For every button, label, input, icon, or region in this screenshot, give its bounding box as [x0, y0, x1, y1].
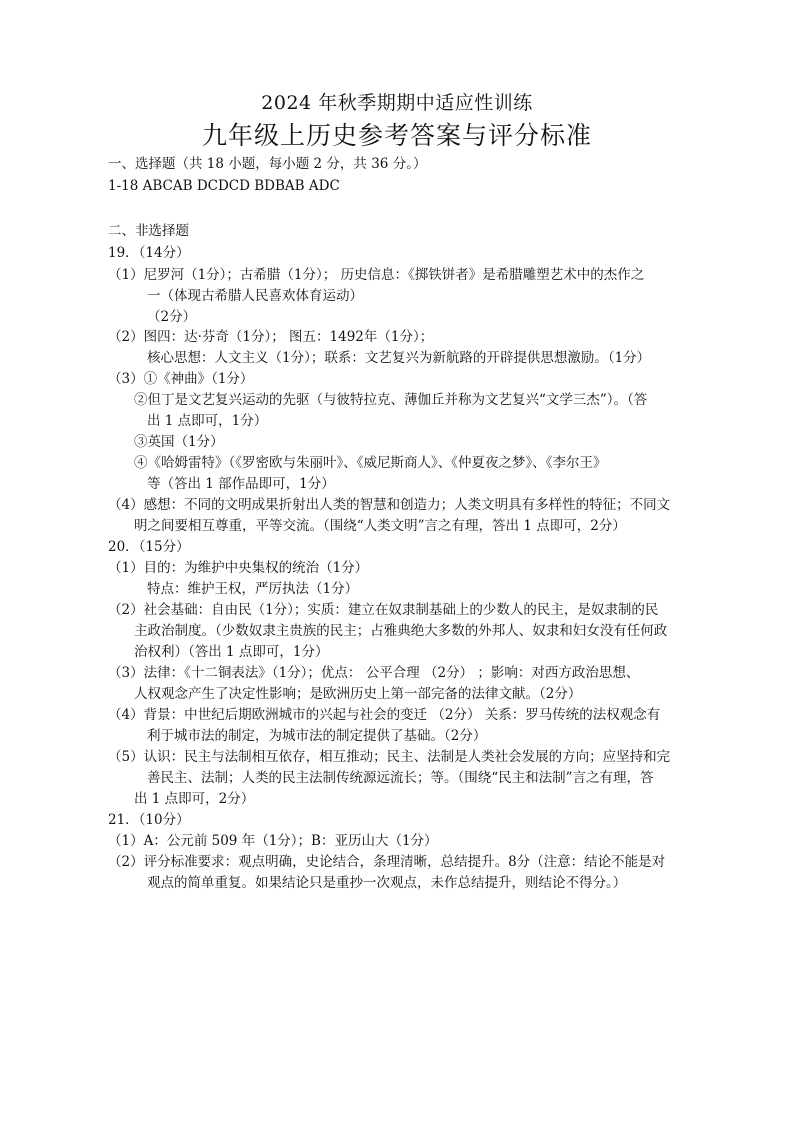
answer-line: 利于城市法的制定，为城市法的制定提供了基础。（2分） — [147, 728, 487, 744]
answer-line: 等（答出 1 部作品即可，1分） — [147, 476, 335, 492]
answer-line: （3）①《神曲》（1分） — [108, 371, 254, 387]
answer-line: 善民主、法制；人类的民主法制传统源远流长；等。（围绕“民主和法制”言之有理，答 — [147, 770, 654, 786]
document-subtitle: 九年级上历史参考答案与评分标准 — [201, 121, 592, 150]
answer-line: ③英国（1分） — [134, 434, 224, 450]
answer-line: （2）图四：达·芬奇（1分）； 图五：1492年（1分）； — [108, 329, 434, 345]
answer-line: 观点的简单重复。如果结论只是重抄一次观点，未作总结提升，则结论不得分。） — [147, 875, 627, 891]
answer-line: （3）法律：《十二铜表法》（1分）；优点： 公平合理 （2分） ；影响：对西方政治思想、 — [108, 665, 640, 681]
answer-line: 人权观念产生了决定性影响；是欧洲历史上第一部完备的法律文献。（2分） — [134, 686, 582, 702]
answer-line: （2）评分标准要求：观点明确，史论结合，条理清晰，总结提升。8分（注意：结论不能是对 — [108, 854, 666, 870]
answer-line: 一（体现古希腊人民喜欢体育运动） — [147, 288, 363, 304]
answer-line: （4）感想：不同的文明成果折射出人类的智慧和创造力；人类文明具有多样性的特征；不同文 — [108, 497, 671, 513]
answer-line: （2分） — [147, 309, 197, 325]
answer-line: （1）尼罗河（1分）；古希腊（1分）； 历史信息：《掷铁饼者》是希腊雕塑艺术中的杰作之 — [108, 267, 645, 283]
answer-line: ②但丁是文艺复兴运动的先驱（与彼特拉克、薄伽丘并称为文艺复兴“文学三杰”）。（答 — [134, 392, 648, 408]
answer-line: （2）社会基础：自由民（1分）；实质：建立在奴隶制基础上的少数人的民主，是奴隶制的民 — [108, 602, 659, 618]
section-heading-nonchoice: 二、非选择题 — [108, 223, 189, 239]
document-title: 2024 年秋季期期中适应性训练 — [261, 92, 533, 114]
answer-line: 出 1 点即可，1分） — [147, 413, 268, 429]
answer-line: 特点：维护王权，严厉执法（1分） — [147, 581, 359, 597]
answer-line: （1）A：公元前 509 年（1分）；B：亚历山大（1分） — [108, 833, 438, 849]
answer-line: （5）认识：民主与法制相互依存，相互推动；民主、法制是人类社会发展的方向；应坚持和完 — [108, 749, 671, 765]
answer-line: （1）目的：为维护中央集权的统治（1分） — [108, 560, 369, 576]
answer-line: ④《哈姆雷特》（《罗密欧与朱丽叶》、《威尼斯商人》、《仲夏夜之梦》、《李尔王》 — [134, 455, 607, 471]
answer-line: 主政治制度。（少数奴隶主贵族的民主；占雅典绝大多数的外邦人、奴隶和妇女没有任何政 — [134, 623, 668, 639]
question-21-heading: 21．（10分） — [108, 812, 190, 828]
choice-answers: 1-18 ABCAB DCDCD BDBAB ADC — [108, 178, 340, 194]
answer-line: 出 1 点即可，2分） — [134, 791, 255, 807]
question-19-heading: 19．（14分） — [108, 245, 190, 261]
answer-line: （4）背景：中世纪后期欧洲城市的兴起与社会的变迁 （2分） 关系：罗马传统的法权观念有 — [108, 707, 661, 723]
question-20-heading: 20．（15分） — [108, 539, 190, 555]
answer-line: 治权利）（答出 1 点即可，1分） — [134, 644, 329, 660]
answer-line: 明之间要相互尊重，平等交流。（围绕“人类文明”言之有理，答出 1 点即可，2分） — [134, 518, 626, 534]
section-heading-choice: 一、选择题（共 18 小题，每小题 2 分，共 36 分。） — [108, 156, 427, 172]
answer-line: 核心思想：人文主义（1分）；联系：文艺复兴为新航路的开辟提供思想激励。（1分） — [147, 350, 651, 366]
